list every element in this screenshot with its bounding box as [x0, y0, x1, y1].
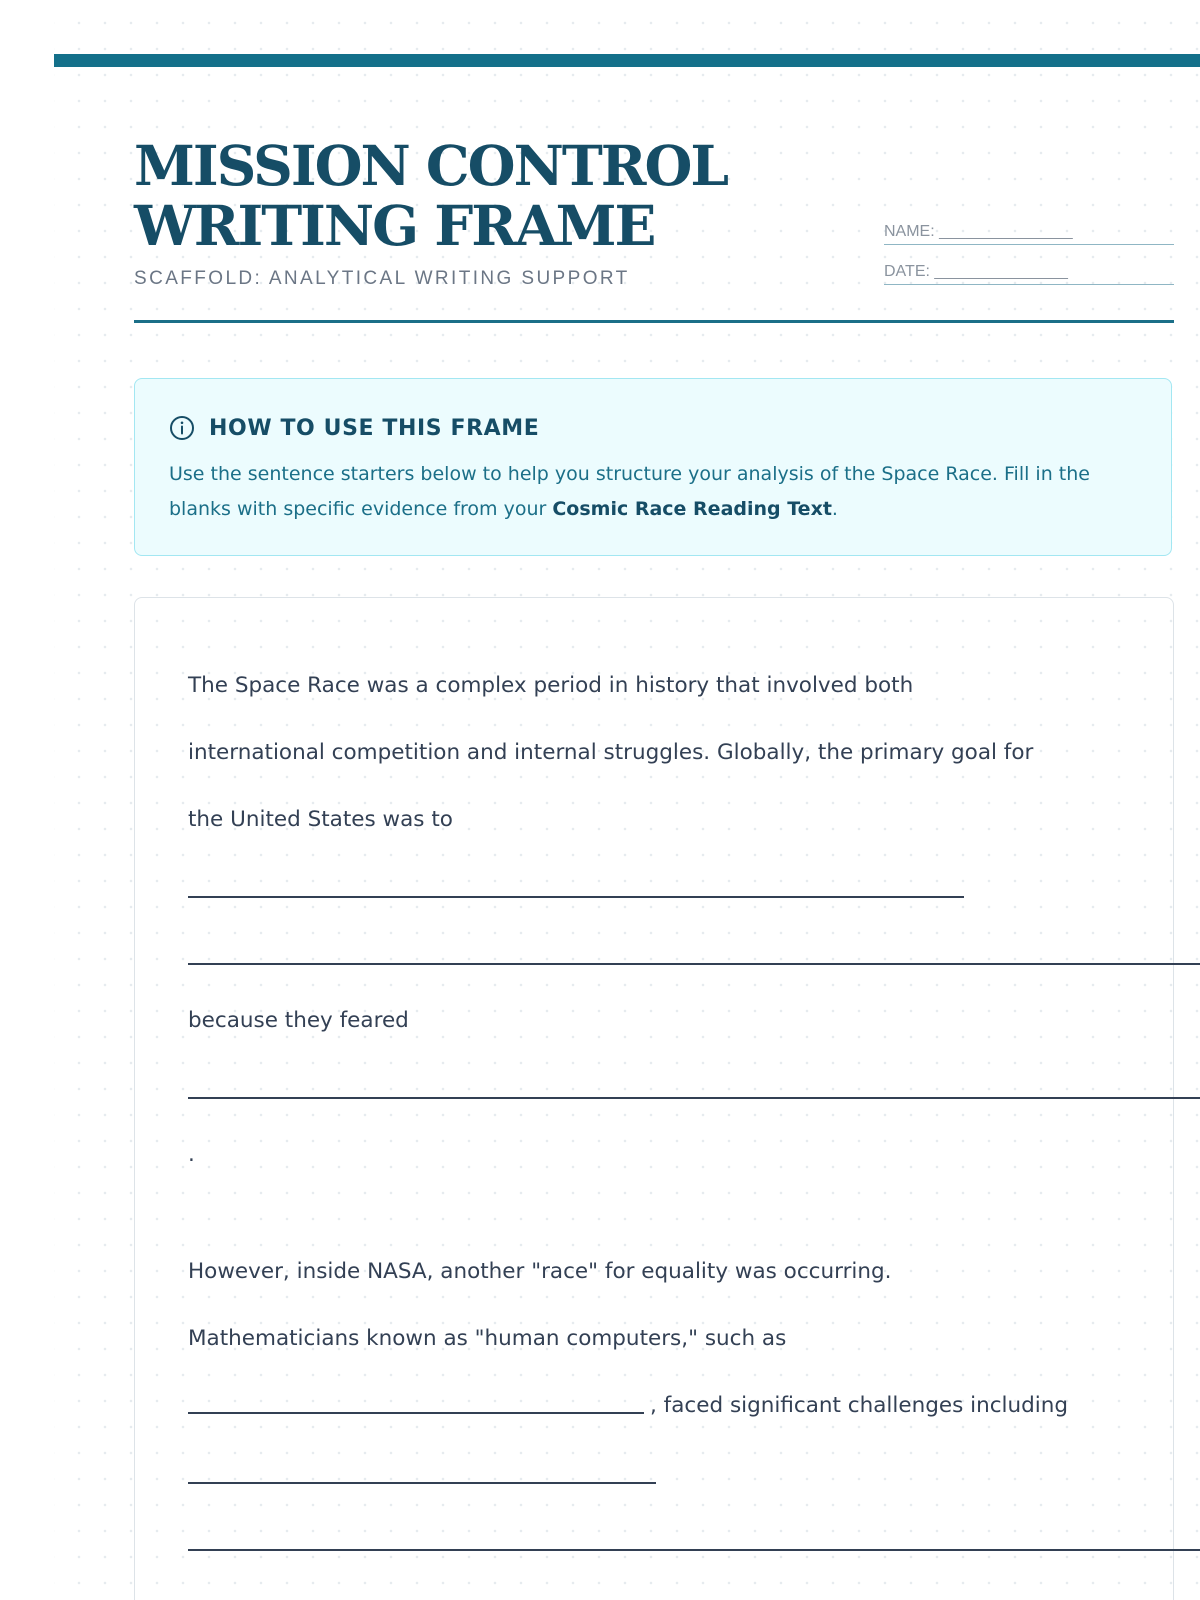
- instructions-heading-text: HOW TO USE THIS FRAME: [209, 415, 540, 441]
- page-title: [134, 133, 728, 258]
- paragraph-1-line-3: the United States was to: [188, 807, 453, 832]
- paragraph-1-connector: because they feared: [188, 1008, 409, 1033]
- blank-fear[interactable]: [188, 1054, 1108, 1121]
- paragraph-2-line-1: However, inside NASA, another "race" for equality was occurring.: [188, 1259, 892, 1284]
- paragraph-1-line-1: The Space Race was a complex period in history that involved both: [188, 673, 914, 698]
- paragraph-2-line-3: [188, 1372, 1108, 1439]
- blank-us-goal-2[interactable]: [188, 920, 1108, 987]
- instructions-box: [134, 378, 1172, 556]
- paragraph-1: [188, 652, 1108, 1188]
- paragraph-1-line-2: international competition and internal struggles. Globally, the primary goal for: [188, 740, 1034, 765]
- instructions-text: [169, 457, 1149, 527]
- top-accent-bar: [54, 54, 1200, 67]
- page-subtitle: SCAFFOLD: ANALYTICAL WRITING SUPPORT: [134, 268, 630, 289]
- title-line-2: WRITING FRAME: [134, 193, 655, 258]
- name-field[interactable]: NAME: _______________: [884, 222, 1174, 245]
- info-icon: [169, 415, 195, 441]
- blank-us-goal-1[interactable]: [188, 853, 1108, 920]
- paragraph-2-line-2: Mathematicians known as "human computers," such as: [188, 1326, 787, 1351]
- date-field[interactable]: DATE: _______________: [884, 262, 1174, 285]
- header-divider: [134, 320, 1174, 323]
- paragraph-2: [188, 1238, 1108, 1573]
- blank-challenges-1[interactable]: [188, 1439, 1108, 1506]
- instructions-heading: [169, 415, 539, 441]
- title-line-1: MISSION CONTROL: [134, 133, 728, 198]
- blank-challenges-2[interactable]: [188, 1506, 1108, 1573]
- reading-text-title: Cosmic Race Reading Text: [552, 498, 832, 520]
- paragraph-2-after-blank: , faced significant challenges including: [650, 1393, 1069, 1418]
- blank-human-computers[interactable]: [188, 1412, 644, 1414]
- paragraph-1-end: .: [188, 1142, 195, 1167]
- instructions-text-end: .: [831, 498, 838, 520]
- instructions-text-start: Use the sentence starters below to help you structure your analysis of the Space Race. Fill in the blanks with specific evidence from your: [169, 463, 1090, 520]
